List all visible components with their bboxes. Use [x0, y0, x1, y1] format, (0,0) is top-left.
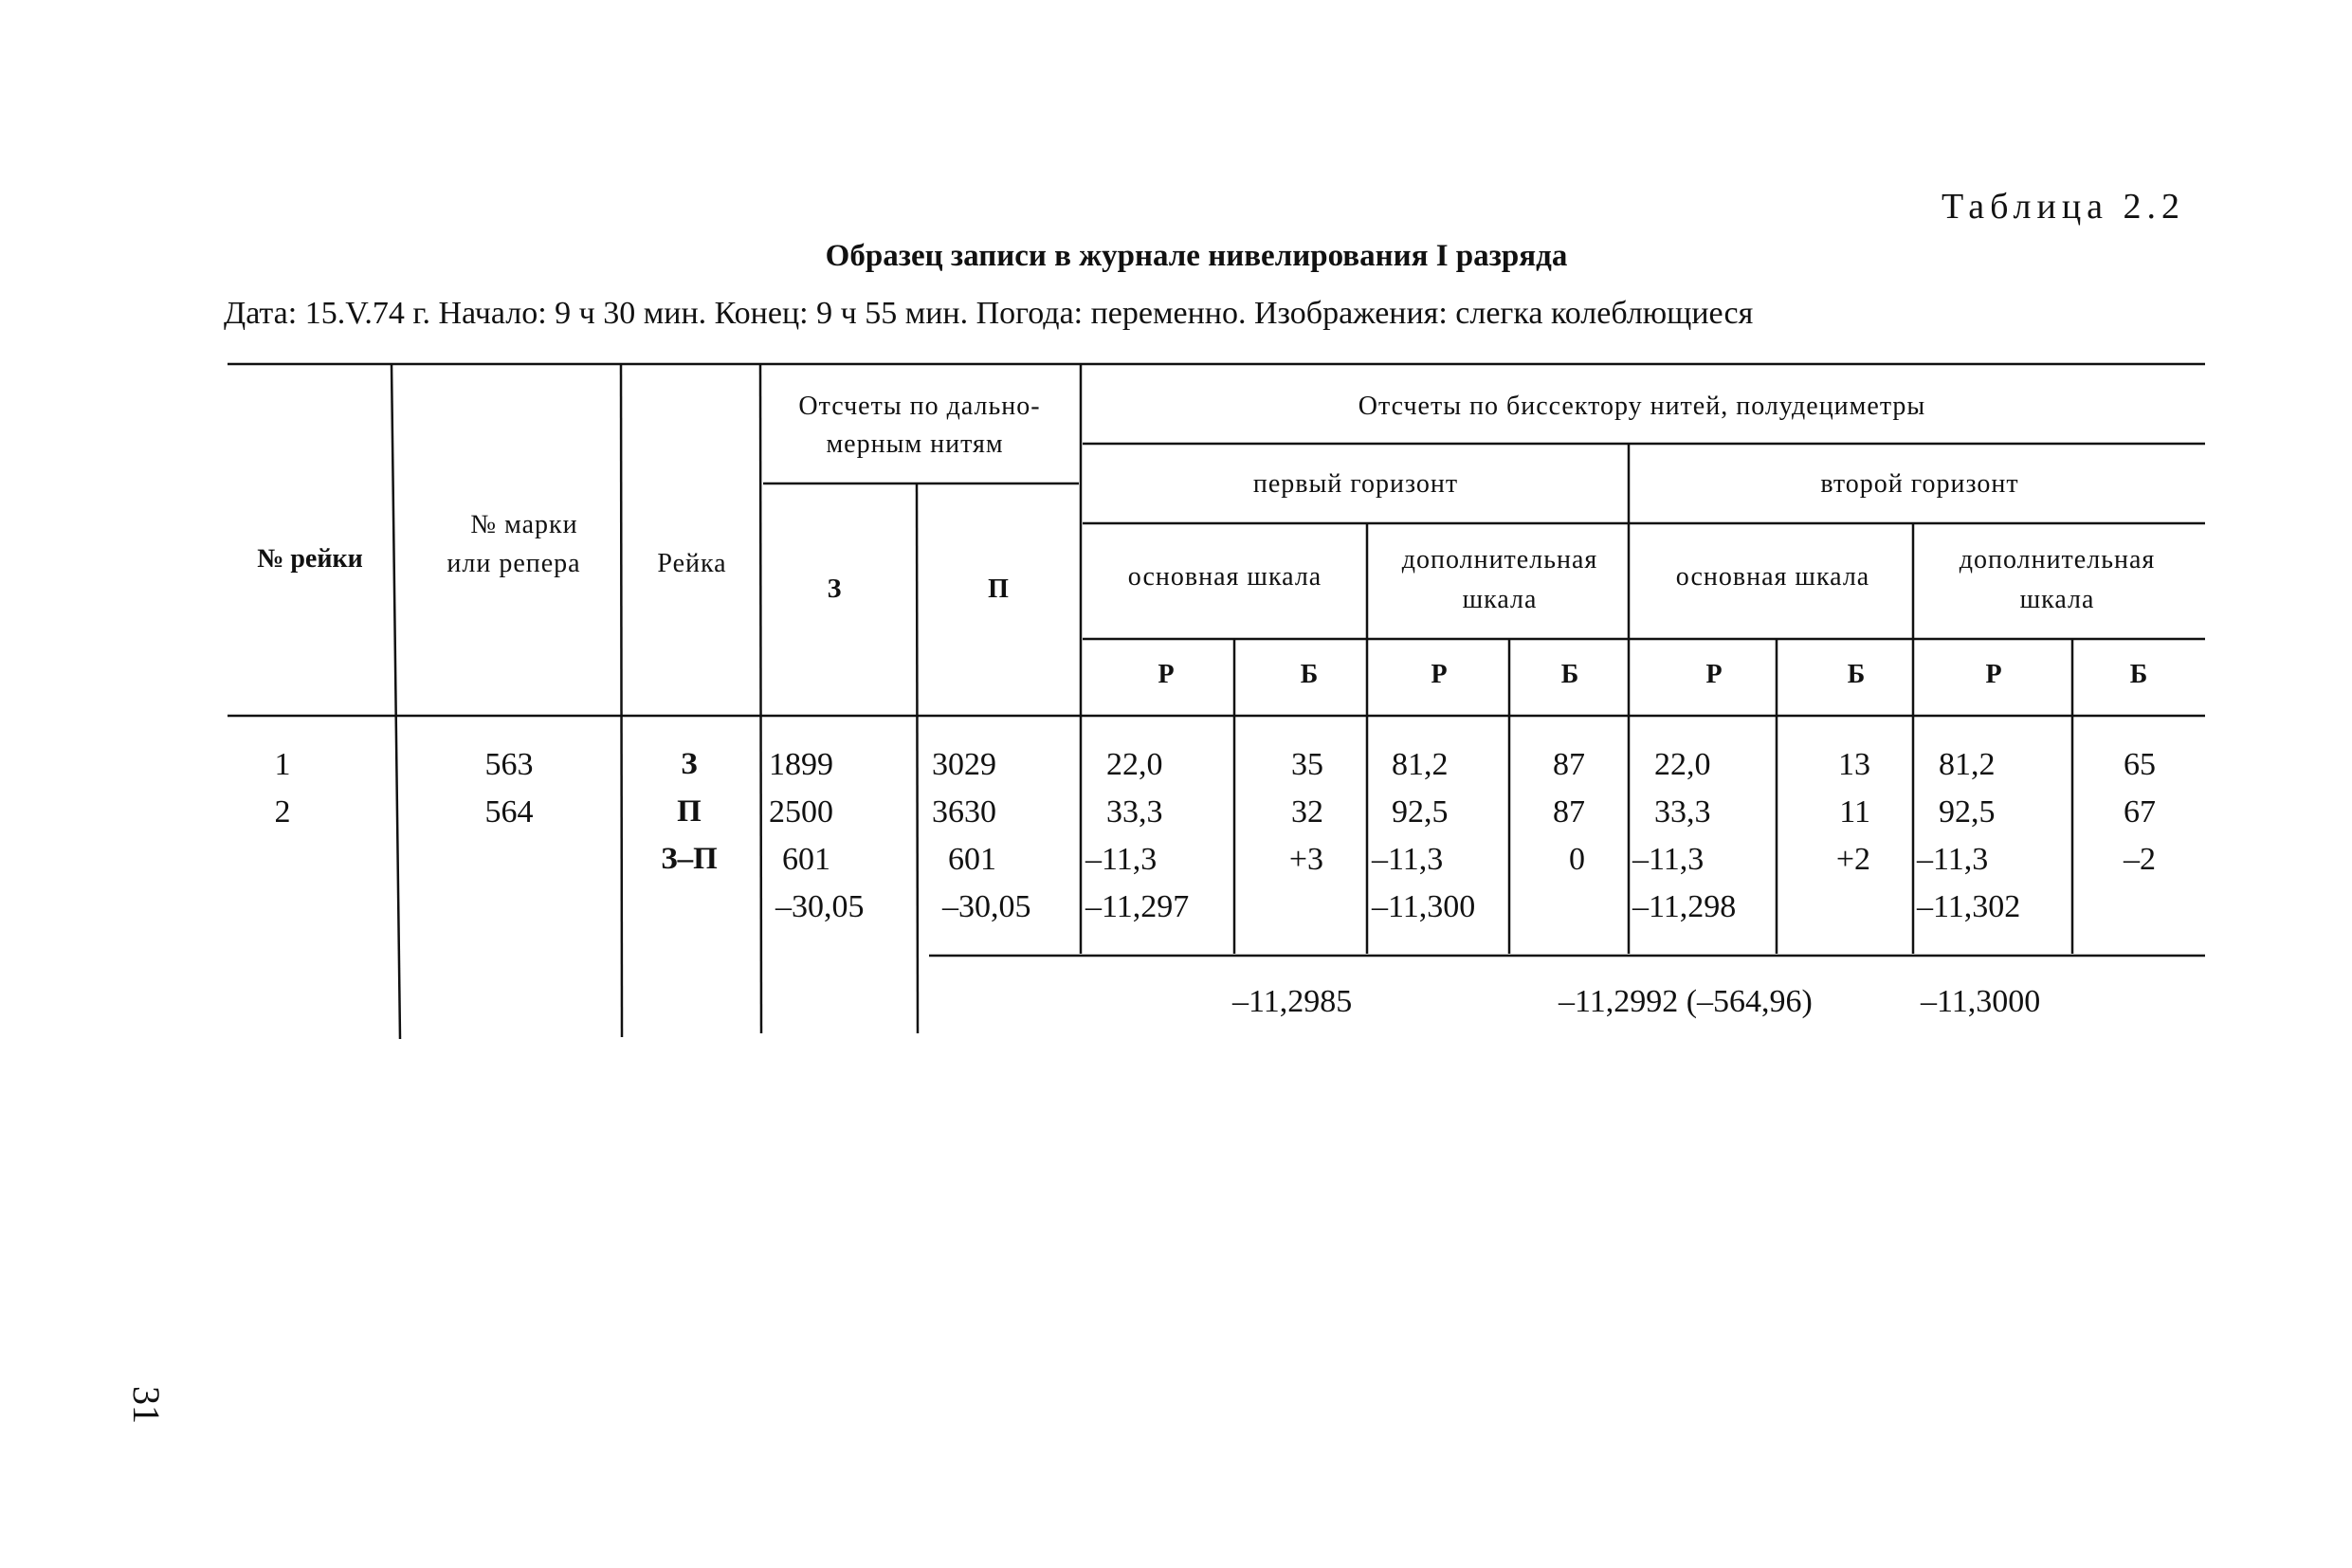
col-divider-2 — [621, 364, 622, 1037]
header-h2-extra-scale-line1: дополнительная — [1959, 545, 2156, 574]
header-horizon-2: второй горизонт — [1820, 469, 2019, 499]
header-stadia-line1: Отсчеты по дально- — [798, 392, 1041, 421]
row2-h1-main-r: 33,3 — [1106, 794, 1163, 830]
row1-h1-main-b: 35 — [1291, 747, 1323, 782]
row3-z: 601 — [782, 842, 830, 877]
row1-h2-main-r: 22,0 — [1654, 747, 1711, 782]
header-h1-main-b: Б — [1300, 660, 1319, 689]
col-divider-1 — [392, 364, 400, 1039]
header-bisector: Отсчеты по биссектору нитей, полудециметры — [1358, 392, 1926, 421]
header-rod: Рейка — [657, 549, 727, 578]
header-h2-extra-scale-line2: шкала — [2019, 585, 2095, 614]
row2-h1-extra-b: 87 — [1553, 794, 1585, 830]
row3-h1-extra-b: 0 — [1569, 842, 1585, 877]
row1-h2-extra-r: 81,2 — [1939, 747, 1996, 782]
header-z: З — [827, 574, 842, 604]
header-h2-extra-b: Б — [2129, 660, 2148, 689]
row1-h2-main-b: 13 — [1838, 747, 1870, 782]
row2-h1-main-b: 32 — [1291, 794, 1323, 830]
header-h1-main-r: Р — [1158, 660, 1175, 689]
header-h1-main-scale: основная шкала — [1127, 562, 1322, 592]
row1-rod-no: 1 — [274, 747, 291, 782]
col-divider-z-p — [917, 483, 918, 1033]
row1-p: 3029 — [932, 747, 996, 782]
row4-p: –30,05 — [942, 889, 1031, 924]
row1-rod: З — [681, 747, 698, 781]
row4-h2-extra-r: –11,302 — [1917, 889, 2021, 924]
header-h2-main-r: Р — [1705, 660, 1723, 689]
table-label: Таблица 2.2 — [1942, 187, 2186, 227]
page-number: 31 — [125, 1386, 168, 1424]
row1-h2-extra-b: 65 — [2124, 747, 2156, 782]
row3-h2-extra-r: –11,3 — [1917, 842, 1989, 877]
row2-h2-extra-b: 67 — [2124, 794, 2156, 830]
header-mark-no-line1: № марки — [470, 510, 578, 539]
row3-h1-extra-r: –11,3 — [1372, 842, 1444, 877]
row2-h2-main-r: 33,3 — [1654, 794, 1711, 830]
row2-h2-extra-r: 92,5 — [1939, 794, 1996, 830]
row3-p: 601 — [948, 842, 996, 877]
row2-h2-main-b: 11 — [1839, 794, 1870, 830]
header-h1-extra-scale-line2: шкала — [1462, 585, 1538, 614]
journal-info-line: Дата: 15.V.74 г. Начало: 9 ч 30 мин. Конец: 9 ч 55 мин. Погода: переменно. Изображения: слегка колеблющиеся — [224, 296, 1754, 331]
header-stadia-line2: мерным нитям — [826, 429, 1004, 459]
header-h2-main-scale: основная шкала — [1675, 562, 1870, 592]
header-rod-no: № рейки — [257, 544, 363, 574]
header-horizon-1: первый горизонт — [1252, 469, 1459, 499]
row1-h1-extra-b: 87 — [1553, 747, 1585, 782]
col-divider-3 — [760, 364, 761, 1033]
header-mark-no-line2: или репера — [447, 549, 581, 578]
row2-h1-extra-r: 92,5 — [1392, 794, 1449, 830]
total-first: –11,2985 — [1232, 984, 1353, 1019]
header-p: П — [988, 574, 1009, 604]
row2-rod-no: 2 — [274, 794, 291, 830]
row1-h1-main-r: 22,0 — [1106, 747, 1163, 782]
row3-h2-main-r: –11,3 — [1632, 842, 1705, 877]
total-second: –11,2992 (–564,96) — [1559, 984, 1813, 1019]
row2-mark: 564 — [484, 794, 534, 830]
row1-mark: 563 — [484, 747, 534, 782]
row3-h2-extra-b: –2 — [2124, 842, 2156, 877]
row4-h2-main-r: –11,298 — [1632, 889, 1737, 924]
header-h1-extra-scale-line1: дополнительная — [1401, 545, 1598, 574]
row1-z: 1899 — [769, 747, 833, 782]
total-third: –11,3000 — [1921, 984, 2041, 1019]
row2-p: 3630 — [932, 794, 996, 830]
header-h1-extra-r: Р — [1431, 660, 1448, 689]
header-h2-main-b: Б — [1847, 660, 1866, 689]
document-title: Образец записи в журнале нивелирования I разряда — [825, 239, 1568, 273]
row3-rod: З–П — [661, 842, 718, 876]
header-h1-extra-b: Б — [1560, 660, 1579, 689]
row3-h2-main-b: +2 — [1835, 842, 1870, 877]
header-h2-extra-r: Р — [1985, 660, 2002, 689]
row4-h1-extra-r: –11,300 — [1372, 889, 1476, 924]
row4-z: –30,05 — [775, 889, 865, 924]
row1-h1-extra-r: 81,2 — [1392, 747, 1449, 782]
row2-z: 2500 — [769, 794, 833, 830]
row3-h1-main-r: –11,3 — [1085, 842, 1158, 877]
row3-h1-main-b: +3 — [1288, 842, 1323, 877]
row4-h1-main-r: –11,297 — [1085, 889, 1190, 924]
row2-rod: П — [677, 794, 702, 829]
